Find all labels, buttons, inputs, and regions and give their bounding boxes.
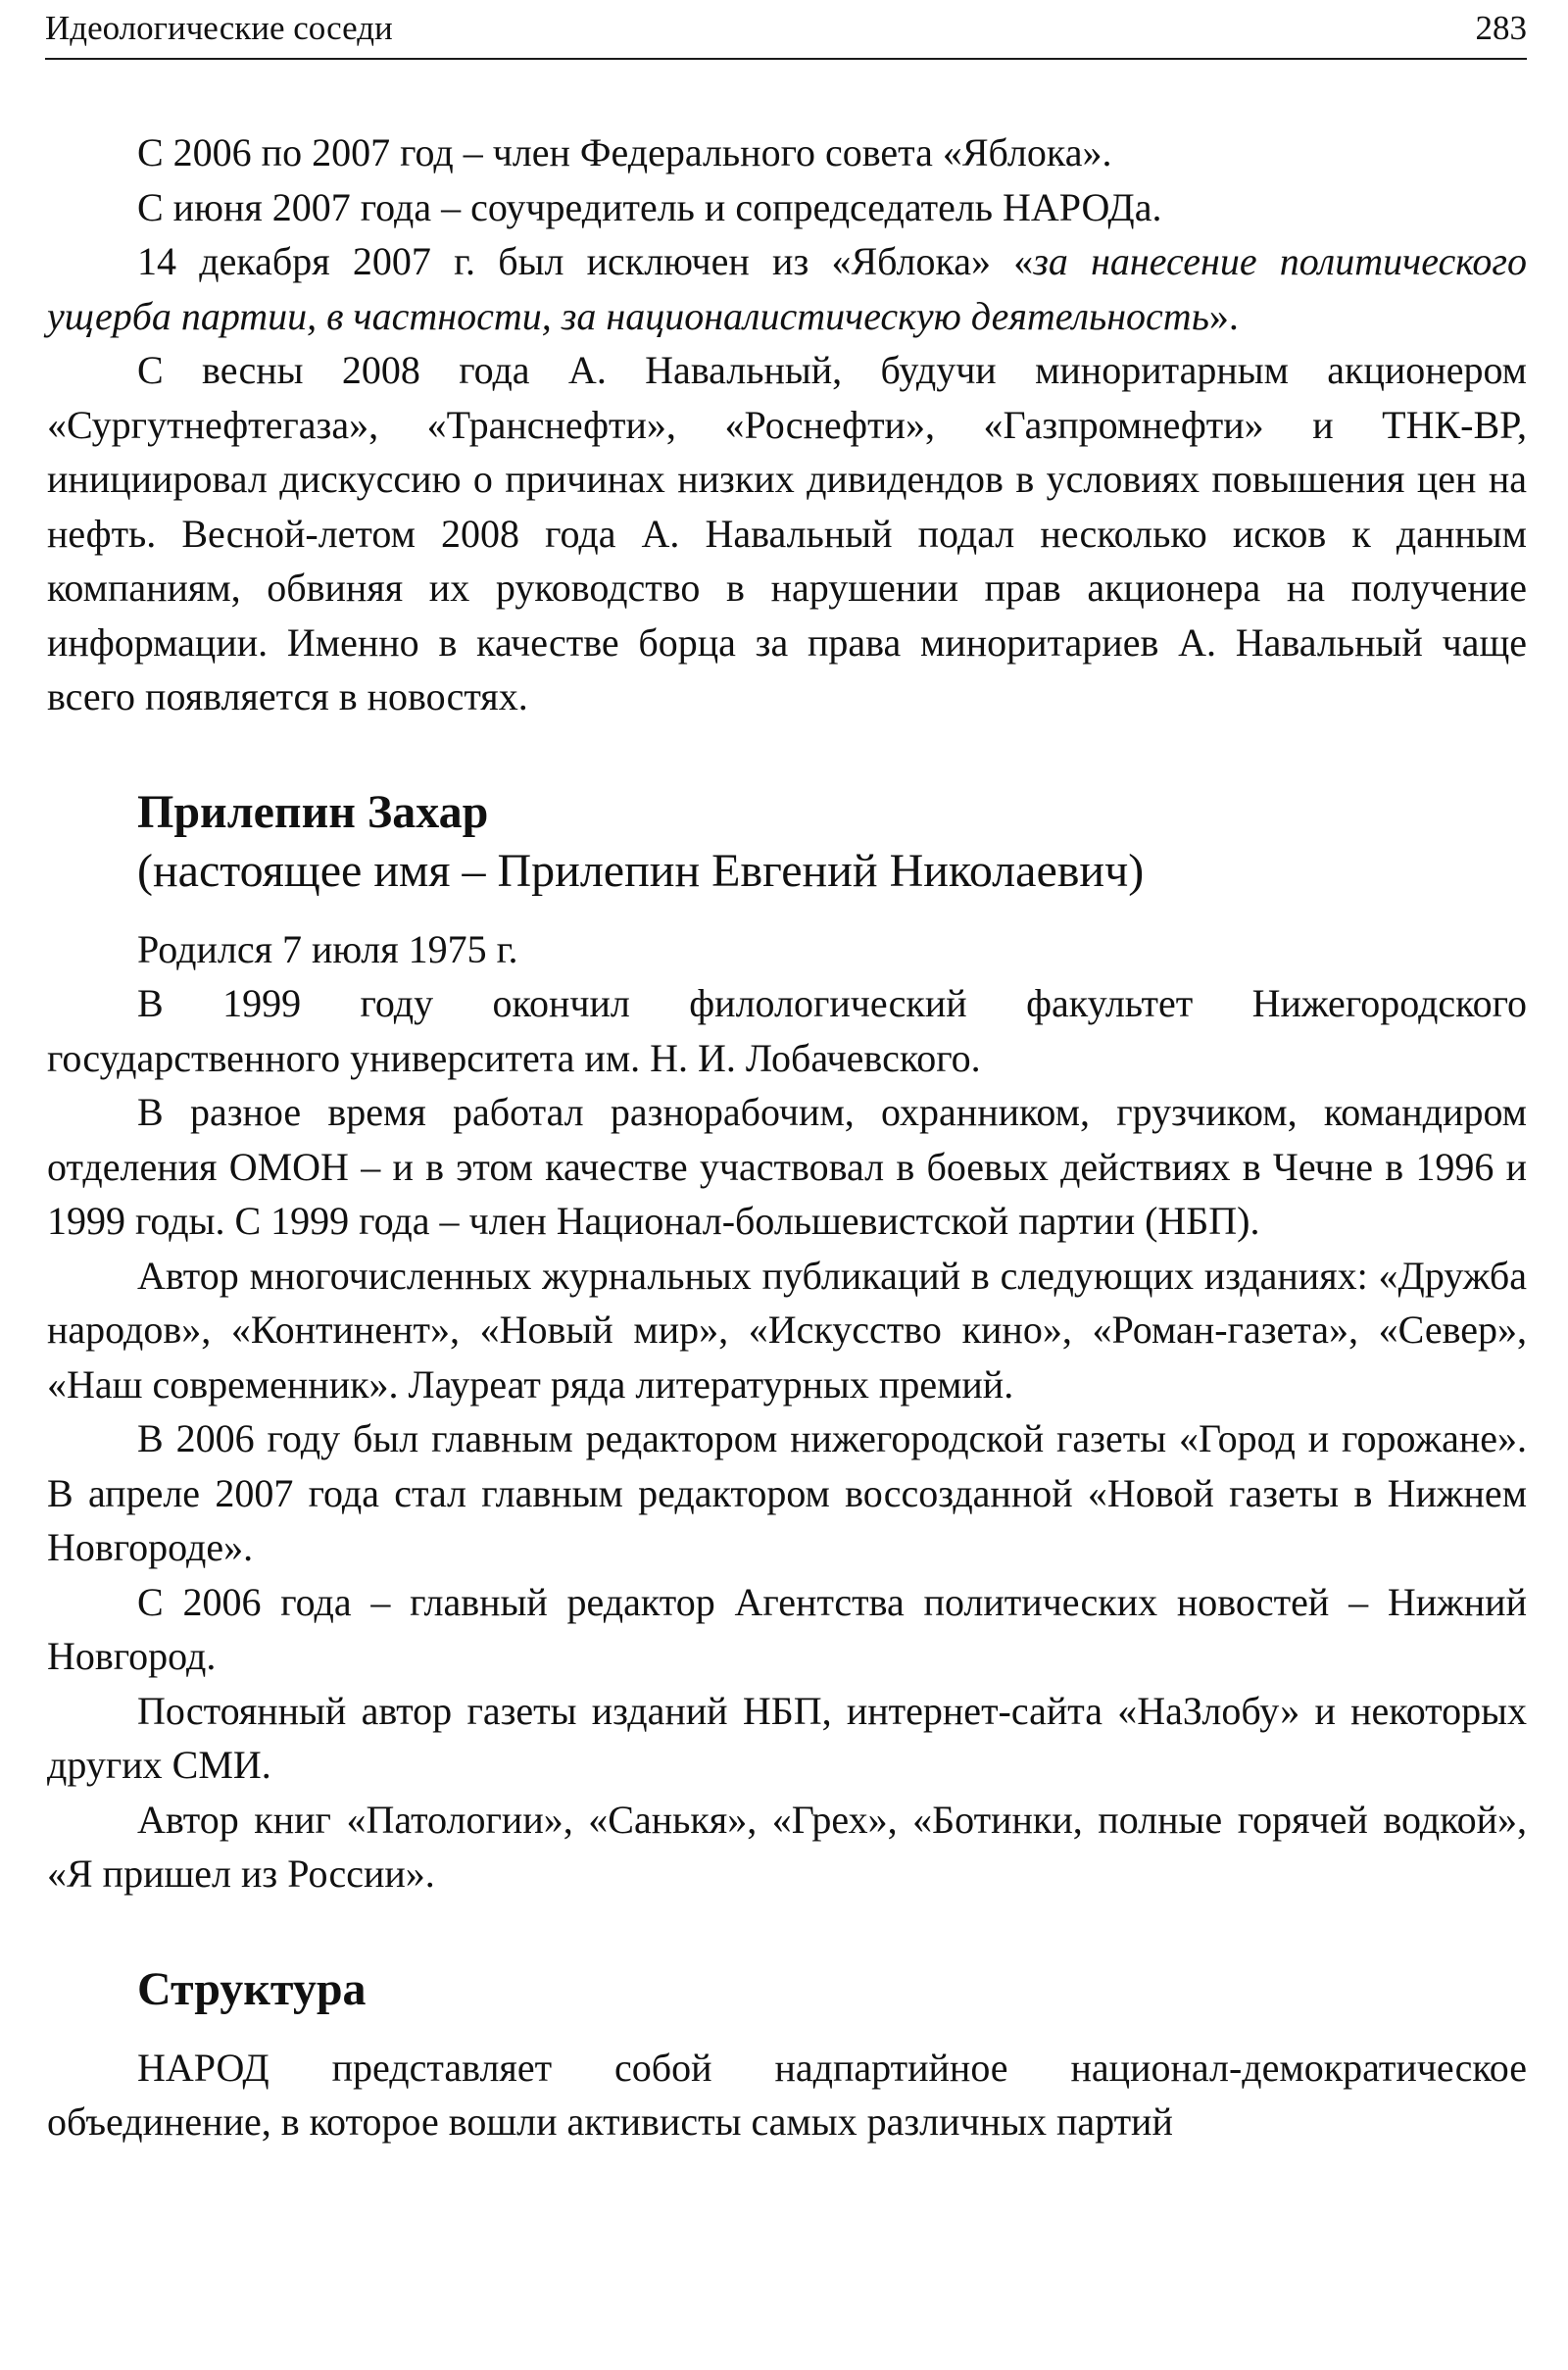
paragraph: Автор многочисленных журнальных публикаций в следующих изданиях: «Дружба народов», «Континент», «Новый мир», «Искусство кино», «Роман-газета», «Север», «Наш современник». Лауреат ряда литературных премий. — [47, 1253, 1527, 1407]
paragraph: В разное время работал разнорабочим, охранником, грузчиком, командиром отделения ОМОН – и в этом качестве участвовал в боевых действиях в Чечне в 1996 и 1999 годы. С 1999 года – член Национал-большевистской партии (НБП). — [47, 1090, 1527, 1243]
running-header-title: Идеологические соседи — [45, 9, 393, 47]
paragraph: С 2006 по 2007 год – член Федерального совета «Яблока». — [137, 130, 1112, 174]
page-number: 283 — [1475, 9, 1527, 47]
section-spacer — [47, 724, 1527, 783]
section-heading-structure: Структура — [137, 1962, 367, 2015]
paragraph: В 1999 году окончил филологический факультет Нижегородского государственного университета им. Н. И. Лобачевского. — [47, 981, 1527, 1080]
heading-spacer — [47, 901, 1527, 922]
section-heading-prilepin: Прилепин Захар — [137, 785, 489, 838]
expulsion-tail: ». — [1208, 293, 1239, 338]
paragraph: Родился 7 июля 1975 г. — [137, 926, 518, 971]
running-header — [45, 0, 1527, 60]
heading-spacer — [47, 2019, 1527, 2041]
paragraph: Автор книг «Патологии», «Санькя», «Грех», «Ботинки, полные горячей водкой», «Я пришел из России». — [47, 1797, 1527, 1896]
paragraph-expulsion — [47, 234, 1527, 343]
expulsion-lead: 14 декабря 2007 г. был исключен из «Яблока» « — [137, 239, 1034, 283]
page-body — [47, 125, 1527, 2149]
paragraph: С июня 2007 года – соучредитель и сопредседатель НАРОДа. — [137, 184, 1162, 229]
paragraph: НАРОД представляет собой надпартийное национал-демократическое объединение, в которое вошли активисты самых различных партий — [47, 2045, 1527, 2144]
paragraph: В 2006 году был главным редактором нижегородской газеты «Город и горожане». В апреле 2007 года стал главным редактором воссозданной «Новой газеты в Нижнем Новгороде». — [47, 1416, 1527, 1569]
paragraph: С 2006 года – главный редактор Агентства политических новостей – Нижний Новгород. — [47, 1579, 1527, 1678]
section-subheading-prilepin: (настоящее имя – Прилепин Евгений Николаевич) — [137, 844, 1145, 897]
paragraph: Постоянный автор газеты изданий НБП, интернет-сайта «НаЗлобу» и некоторых других СМИ. — [47, 1688, 1527, 1787]
paragraph: С весны 2008 года А. Навальный, будучи миноритарным акционером «Сургутнефтегаза», «Транснефти», «Роснефти», «Газпромнефти» и ТНК-BP, инициировал дискуссию о причинах низких дивидендов в условиях повышения цен на нефть. Весной-летом 2008 года А. Навальный подал несколько исков к данным компаниям, обвиняя их руководство в нарушении прав акционера на получение информации. Именно в качестве борца за права миноритариев А. Навальный чаще всего появляется в новостях. — [47, 348, 1527, 718]
section-spacer — [47, 1901, 1527, 1960]
expulsion-quote: за нанесение политического ущерба партии, в частности, за националистическую деятельность — [47, 239, 1527, 338]
